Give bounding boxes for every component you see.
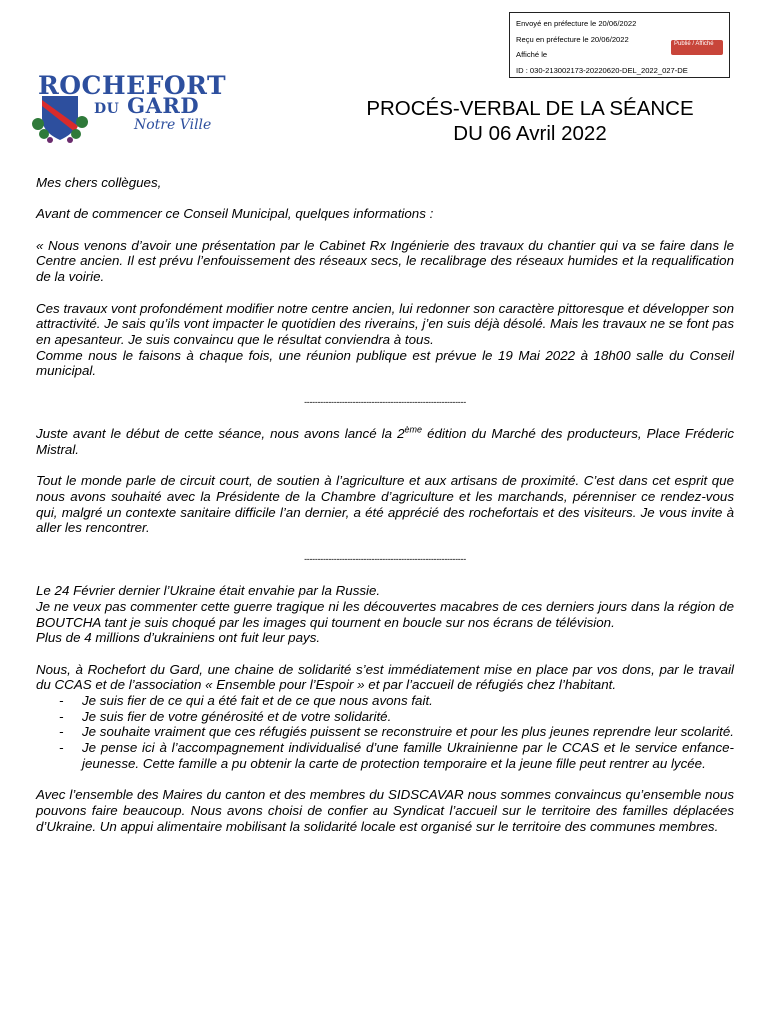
paragraph-ukraine: Le 24 Février dernier l’Ukraine était envahie par la Russie.	[36, 583, 381, 599]
paragraph-short-circuit: Tout le monde parle de circuit court, de soutien à l’agriculture et aux artisans de proximité. C’est dans cet esprit que nous avons souhaité avec la Présidente de la Chambre d’agriculture et les marchands, pérenniser ce rendez-vous qui, malgré un contexte sanitaire difficile l’an dernier, a été apprécié des rochefortais et des visiteurs. Je vous invite à aller les rencontrer.	[36, 473, 734, 536]
paragraph-impact: Ces travaux vont profondément modifier notre centre ancien, lui redonner son caractère pittoresque et développer son attractivité. Je sais qu’ils vont impacter le quotidien des riverains, j’en suis déjà désolé. Mais les travaux ne se font pas en apesanteur. Je suis convaincu que le résultat conviendra à tous.	[36, 300, 734, 347]
logo-title-rochefort: ROCHEFORT	[38, 71, 227, 100]
solidarity-list	[36, 693, 734, 772]
greeting: Mes chers collègues,	[36, 175, 162, 190]
stamp-badge: Publié / Affiché	[671, 40, 723, 55]
logo-title-gard	[94, 93, 199, 118]
document-body	[36, 175, 734, 834]
separator-2: ------------------------------------------------------------	[304, 553, 466, 564]
stamp-id: ID : 030-213002173-20220620-DEL_2022_027-DE	[516, 65, 688, 75]
logo-gard: GARD	[127, 93, 200, 118]
town-logo	[30, 66, 240, 146]
market-text-start: Juste avant le début de cette séance, nous avons lancé la 2	[36, 426, 405, 442]
paragraph-solidarity: Nous, à Rochefort du Gard, une chaine de solidarité s’est immédiatement mise en place par vos dons, par le travail du CCAS et de l’association « Ensemble pour l’Espoir » et par l’accueil de réfugiés chez l’habitant.	[36, 661, 734, 693]
title-line-1: PROCÉS-VERBAL DE LA SÉANCE	[366, 97, 694, 120]
list-item: - Je suis fier de ce qui a été fait et de ce que nous avons fait.	[36, 693, 734, 709]
stamp-posted: Affiché le	[516, 50, 548, 59]
stamp-sent-date: Envoyé en préfecture le 20/06/2022	[516, 19, 637, 28]
intro-paragraph: Avant de commencer ce Conseil Municipal, quelques informations :	[36, 206, 434, 222]
paragraph-sidscavar: Avec l’ensemble des Maires du canton et des membres du SIDSCAVAR nous sommes convaincus qu’ensemble nous pouvons faire beaucoup. Nous avons choisi de confier au Syndicat l’accueil sur le territoire des familles déplacées d’Ukraine. Un appui alimentaire mobilisant la solidarité locale est organisé sur le territoire des communes membres.	[36, 787, 734, 834]
logo-du: DU	[94, 101, 120, 117]
prefecture-stamp	[509, 12, 730, 78]
paragraph-meeting: Comme nous le faisons à chaque fois, une réunion publique est prévue le 19 Mai 2022 à 18h00 salle du Conseil municipal.	[36, 347, 734, 379]
market-text-end: édition du Marché des producteurs, Place Fréderic Mistral.	[36, 426, 734, 457]
list-item: - Je pense ici à l’accompagnement individualisé d’une famille Ukrainienne par le CCAS et le service enfance-jeunesse. Cette famille a pu obtenir la carte de protection temporaire et la jeune fille peut rentrer au lycée.	[36, 740, 734, 771]
paragraph-works: « Nous venons d’avoir une présentation par le Cabinet Rx Ingénierie des travaux du chantier qui va se faire dans le Centre ancien. Il est prévu l’enfouissement des réseaux secs, le recalibrage des réseaux humides et la requalification de la voirie.	[36, 237, 734, 285]
stamp-received-date: Reçu en préfecture le 20/06/2022	[516, 34, 629, 44]
paragraph-boutcha: Je ne veux pas commenter cette guerre tragique ni les découvertes macabres de ces derniers jours dans la région de BOUTCHA tant je suis choqué par les images qui tournent en boucle sur nos écrans de télévision.	[36, 598, 734, 630]
logo-tagline: Notre Ville	[134, 117, 212, 133]
title-line-2: DU 06 Avril 2022	[453, 122, 607, 145]
list-item: - Je souhaite vraiment que ces réfugiés puissent se reconstruire et pour les plus jeunes reprendre leur scolarité.	[36, 724, 734, 740]
separator: ------------------------------------------------------------	[304, 396, 466, 407]
list-item: - Je suis fier de votre générosité et de votre solidarité.	[36, 709, 734, 725]
paragraph-market	[36, 426, 734, 457]
market-superscript: ème	[404, 424, 423, 435]
paragraph-refugees-count: Plus de 4 millions d’ukrainiens ont fuit leur pays.	[36, 630, 321, 646]
page-title	[330, 96, 730, 146]
